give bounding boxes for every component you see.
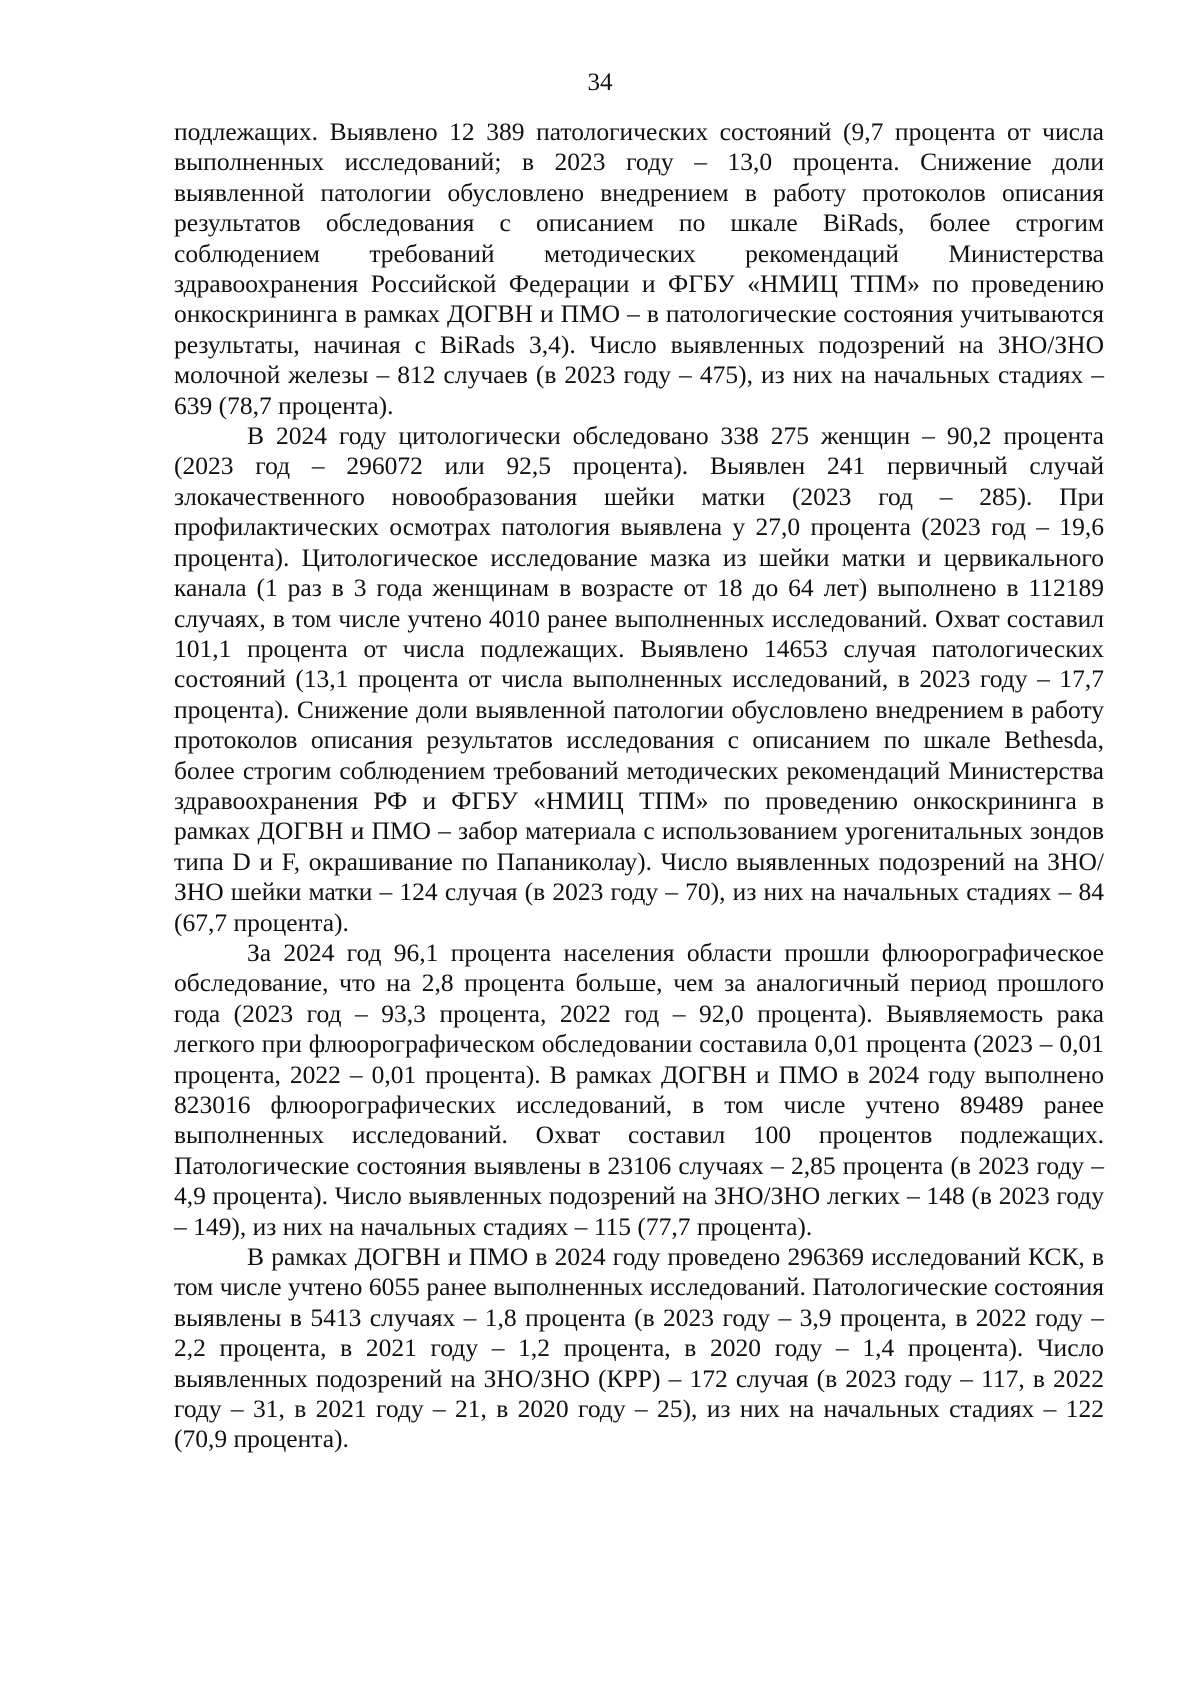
paragraph-cervical-screening: В 2024 году цитологически обследовано 338 275 женщин – 90,2 процента (2023 год – 296072 или 92,5 процента). Выявлен 241 первичный случай злокачественного новообразования шейки матки (2023 год – 285). При профилактических осмотрах патология выявлена у 27,0 процента (2023 год – 19,6 процента). Цитологическое исследование мазка из шейки матки и цервикального канала (1 раз в 3 года женщинам в возрасте от 18 до 64 лет) выполнено в 112189 случаях, в том числе учтено 4010 ранее выполненных исследований. Охват составил 101,1 процента от числа подлежащих. Выявлено 14653 случая патологических состояний (13,1 процента от числа выполненных исследований, в 2023 году – 17,7 процента). Снижение доли выявленной патологии обусловлено внедрением в работу протоколов описания результатов исследования с описанием по шкале Bethesda, более строгим соблюдением требований методических рекомендаций Министерства здравоохранения РФ и ФГБУ «НМИЦ ТПМ» по проведению онкоскрининга в рамках ДОГВН и ПМО – забор материала с использованием урогенитальных зондов типа D и F, окрашивание по Папаниколау). Число выявленных подозрений на ЗНО/ЗНО шейки матки – 124 случая (в 2023 году – 70), из них на начальных стадиях – 84 (67,7 процента). — [174, 421, 1104, 937]
paragraph-colorectal-screening: В рамках ДОГВН и ПМО в 2024 году проведено 296369 исследований КСК, в том числе учтено 6055 ранее выполненных исследований. Патологические состояния выявлены в 5413 случаях – 1,8 процента (в 2023 году – 3,9 процента, в 2022 году – 2,2 процента, в 2021 году – 1,2 процента, в 2020 году – 1,4 процента). Число выявленных подозрений на ЗНО/ЗНО (КРР) – 172 случая (в 2023 году – 117, в 2022 году – 31, в 2021 году – 21, в 2020 году – 25), из них на начальных стадиях – 122 (70,9 процента). — [174, 1242, 1104, 1454]
document-body — [174, 117, 1104, 1455]
page-number: 34 — [587, 69, 613, 96]
paragraph-mammography-continued: подлежащих. Выявлено 12 389 патологических состояний (9,7 процента от числа выполненных исследований; в 2023 году – 13,0 процента. Снижение доли выявленной патологии обусловлено внедрением в работу протоколов описания результатов обследования с описанием по шкале BiRads, более строгим соблюдением требований методических рекомендаций Министерства здравоохранения Российской Федерации и ФГБУ «НМИЦ ТПМ» по проведению онкоскрининга в рамках ДОГВН и ПМО – в патологические состояния учитываются результаты, начиная с BiRads 3,4). Число выявленных подозрений на ЗНО/ЗНО молочной железы – 812 случаев (в 2023 году – 475), из них на начальных стадиях – 639 (78,7 процента). — [174, 117, 1104, 420]
paragraph-fluorography: За 2024 год 96,1 процента населения области прошли флюорографическое обследование, что на 2,8 процента больше, чем за аналогичный период прошлого года (2023 год – 93,3 процента, 2022 год – 92,0 процента). Выявляемость рака легкого при флюорографическом обследовании составила 0,01 процента (2023 – 0,01 процента, 2022 – 0,01 процента). В рамках ДОГВН и ПМО в 2024 году выполнено 823016 флюорографических исследований, в том числе учтено 89489 ранее выполненных исследований. Охват составил 100 процентов подлежащих. Патологические состояния выявлены в 23106 случаях – 2,85 процента (в 2023 году – 4,9 процента). Число выявленных подозрений на ЗНО/ЗНО легких – 148 (в 2023 году – 149), из них на начальных стадиях – 115 (77,7 процента). — [174, 937, 1104, 1241]
